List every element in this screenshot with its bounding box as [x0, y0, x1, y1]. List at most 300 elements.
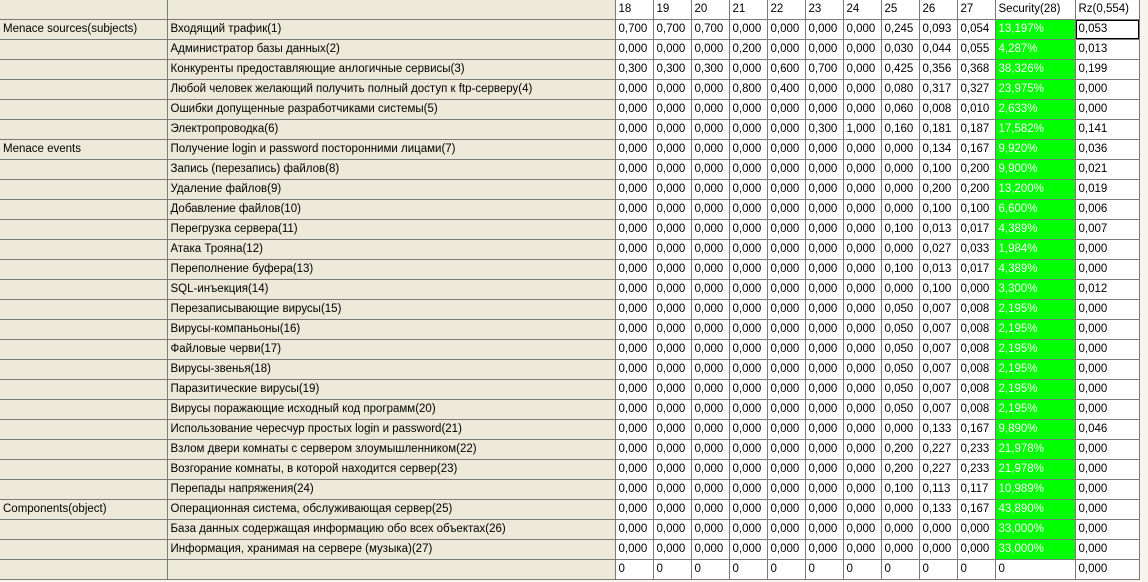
- footer-value-cell[interactable]: 0: [957, 560, 995, 580]
- value-cell[interactable]: 0,000: [729, 100, 767, 120]
- value-cell[interactable]: 0,044: [919, 40, 957, 60]
- value-cell[interactable]: 0,000: [615, 500, 653, 520]
- security-cell[interactable]: 21,978%: [995, 460, 1075, 480]
- value-cell[interactable]: 0,000: [615, 300, 653, 320]
- value-cell[interactable]: 0,000: [843, 220, 881, 240]
- value-cell[interactable]: 0,000: [615, 460, 653, 480]
- value-cell[interactable]: 0,060: [881, 100, 919, 120]
- value-cell[interactable]: 0,000: [767, 280, 805, 300]
- security-cell[interactable]: 6,600%: [995, 200, 1075, 220]
- value-cell[interactable]: 0,000: [767, 320, 805, 340]
- value-cell[interactable]: 0,013: [919, 220, 957, 240]
- rz-cell[interactable]: 0,000: [1075, 340, 1139, 360]
- rz-cell[interactable]: 0,053: [1075, 20, 1139, 40]
- value-cell[interactable]: 0,000: [767, 220, 805, 240]
- value-cell[interactable]: 0,000: [615, 80, 653, 100]
- security-cell[interactable]: 2,195%: [995, 400, 1075, 420]
- value-cell[interactable]: 0,000: [843, 180, 881, 200]
- security-cell[interactable]: 33,000%: [995, 540, 1075, 560]
- value-cell[interactable]: 0,000: [691, 500, 729, 520]
- value-cell[interactable]: 0,000: [843, 100, 881, 120]
- value-cell[interactable]: 0,000: [767, 40, 805, 60]
- value-cell[interactable]: 0,000: [805, 160, 843, 180]
- value-cell[interactable]: 0,000: [729, 540, 767, 560]
- rz-cell[interactable]: 0,007: [1075, 220, 1139, 240]
- rz-cell[interactable]: 0,000: [1075, 460, 1139, 480]
- value-cell[interactable]: 0,008: [957, 320, 995, 340]
- value-cell[interactable]: 0,050: [881, 360, 919, 380]
- value-cell[interactable]: 0,000: [615, 540, 653, 560]
- value-cell[interactable]: 0,055: [957, 40, 995, 60]
- value-cell[interactable]: 0,000: [729, 500, 767, 520]
- value-cell[interactable]: 0,000: [691, 120, 729, 140]
- value-cell[interactable]: 0,000: [615, 320, 653, 340]
- value-cell[interactable]: 0,000: [957, 520, 995, 540]
- value-cell[interactable]: 0,000: [653, 40, 691, 60]
- value-cell[interactable]: 0,700: [691, 20, 729, 40]
- value-cell[interactable]: 0,000: [881, 540, 919, 560]
- value-cell[interactable]: 0,000: [615, 140, 653, 160]
- value-cell[interactable]: 0,200: [957, 180, 995, 200]
- value-cell[interactable]: 0,000: [615, 440, 653, 460]
- footer-value-cell[interactable]: 0: [919, 560, 957, 580]
- value-cell[interactable]: 0,000: [843, 480, 881, 500]
- value-cell[interactable]: 0,000: [843, 300, 881, 320]
- value-cell[interactable]: 0,000: [805, 20, 843, 40]
- footer-value-cell[interactable]: 0: [729, 560, 767, 580]
- value-cell[interactable]: 0,000: [881, 180, 919, 200]
- value-cell[interactable]: 0,000: [767, 420, 805, 440]
- value-cell[interactable]: 0,000: [805, 240, 843, 260]
- column-header[interactable]: 25: [881, 0, 919, 20]
- value-cell[interactable]: 0,000: [729, 20, 767, 40]
- value-cell[interactable]: 0,000: [729, 520, 767, 540]
- rz-cell[interactable]: 0,000: [1075, 400, 1139, 420]
- value-cell[interactable]: 0,008: [957, 360, 995, 380]
- value-cell[interactable]: 0,007: [919, 320, 957, 340]
- rz-cell[interactable]: 0,046: [1075, 420, 1139, 440]
- value-cell[interactable]: 0,000: [805, 440, 843, 460]
- column-header[interactable]: Security(28): [995, 0, 1075, 20]
- rz-cell[interactable]: 0,000: [1075, 260, 1139, 280]
- value-cell[interactable]: 0,000: [653, 100, 691, 120]
- value-cell[interactable]: 0,000: [729, 320, 767, 340]
- value-cell[interactable]: 0,000: [767, 260, 805, 280]
- column-header[interactable]: 18: [615, 0, 653, 20]
- value-cell[interactable]: 0,000: [729, 300, 767, 320]
- value-cell[interactable]: 0,000: [805, 400, 843, 420]
- value-cell[interactable]: 0,700: [615, 20, 653, 40]
- value-cell[interactable]: 0,000: [653, 180, 691, 200]
- value-cell[interactable]: 0,000: [691, 540, 729, 560]
- column-header[interactable]: 19: [653, 0, 691, 20]
- value-cell[interactable]: 0,200: [919, 180, 957, 200]
- value-cell[interactable]: 0,000: [805, 420, 843, 440]
- footer-value-cell[interactable]: 0: [615, 560, 653, 580]
- value-cell[interactable]: 0,007: [919, 300, 957, 320]
- value-cell[interactable]: 0,000: [653, 260, 691, 280]
- value-cell[interactable]: 0,000: [691, 160, 729, 180]
- value-cell[interactable]: 0,000: [805, 40, 843, 60]
- value-cell[interactable]: 0,000: [729, 440, 767, 460]
- value-cell[interactable]: 0,000: [767, 440, 805, 460]
- value-cell[interactable]: 0,167: [957, 420, 995, 440]
- value-cell[interactable]: 0,000: [729, 120, 767, 140]
- security-cell[interactable]: 13,197%: [995, 20, 1075, 40]
- rz-cell[interactable]: 0,000: [1075, 300, 1139, 320]
- security-cell[interactable]: 9,920%: [995, 140, 1075, 160]
- value-cell[interactable]: 0,000: [653, 160, 691, 180]
- footer-value-cell[interactable]: 0: [691, 560, 729, 580]
- rz-cell[interactable]: 0,000: [1075, 500, 1139, 520]
- value-cell[interactable]: 0,000: [729, 380, 767, 400]
- value-cell[interactable]: 0,200: [729, 40, 767, 60]
- value-cell[interactable]: 0,100: [881, 220, 919, 240]
- column-header[interactable]: 20: [691, 0, 729, 20]
- value-cell[interactable]: 0,100: [881, 480, 919, 500]
- value-cell[interactable]: 0,000: [729, 140, 767, 160]
- value-cell[interactable]: 0,000: [805, 460, 843, 480]
- value-cell[interactable]: 0,000: [653, 240, 691, 260]
- value-cell[interactable]: 0,700: [805, 60, 843, 80]
- value-cell[interactable]: 0,000: [729, 60, 767, 80]
- value-cell[interactable]: 0,000: [919, 540, 957, 560]
- value-cell[interactable]: 0,000: [729, 240, 767, 260]
- value-cell[interactable]: 0,000: [767, 140, 805, 160]
- value-cell[interactable]: 0,000: [691, 340, 729, 360]
- value-cell[interactable]: 0,000: [653, 120, 691, 140]
- value-cell[interactable]: 0,000: [615, 240, 653, 260]
- value-cell[interactable]: 0,000: [843, 400, 881, 420]
- value-cell[interactable]: 0,000: [615, 40, 653, 60]
- value-cell[interactable]: 0,000: [805, 480, 843, 500]
- security-cell[interactable]: 4,389%: [995, 220, 1075, 240]
- security-cell[interactable]: 2,195%: [995, 380, 1075, 400]
- value-cell[interactable]: 0,000: [805, 80, 843, 100]
- value-cell[interactable]: 0,000: [729, 280, 767, 300]
- value-cell[interactable]: 0,000: [653, 200, 691, 220]
- value-cell[interactable]: 0,000: [653, 300, 691, 320]
- value-cell[interactable]: 0,167: [957, 500, 995, 520]
- value-cell[interactable]: 0,000: [767, 300, 805, 320]
- value-cell[interactable]: 0,000: [805, 320, 843, 340]
- value-cell[interactable]: 0,100: [919, 200, 957, 220]
- value-cell[interactable]: 0,000: [691, 100, 729, 120]
- value-cell[interactable]: 0,093: [919, 20, 957, 40]
- value-cell[interactable]: 0,100: [957, 200, 995, 220]
- value-cell[interactable]: 0,000: [843, 420, 881, 440]
- value-cell[interactable]: 0,000: [767, 360, 805, 380]
- value-cell[interactable]: 0,000: [805, 500, 843, 520]
- value-cell[interactable]: 0,000: [615, 400, 653, 420]
- value-cell[interactable]: 0,000: [691, 280, 729, 300]
- value-cell[interactable]: 0,000: [843, 460, 881, 480]
- value-cell[interactable]: 0,008: [957, 340, 995, 360]
- value-cell[interactable]: 0,000: [843, 360, 881, 380]
- value-cell[interactable]: 0,800: [729, 80, 767, 100]
- value-cell[interactable]: 0,400: [767, 80, 805, 100]
- value-cell[interactable]: 0,000: [881, 420, 919, 440]
- value-cell[interactable]: 0,000: [691, 440, 729, 460]
- value-cell[interactable]: 0,000: [805, 220, 843, 240]
- value-cell[interactable]: 0,000: [843, 20, 881, 40]
- value-cell[interactable]: 0,200: [881, 440, 919, 460]
- value-cell[interactable]: 0,113: [919, 480, 957, 500]
- security-cell[interactable]: 21,978%: [995, 440, 1075, 460]
- footer-value-cell[interactable]: 0: [805, 560, 843, 580]
- security-cell[interactable]: 2,195%: [995, 300, 1075, 320]
- value-cell[interactable]: 0,000: [653, 480, 691, 500]
- rz-cell[interactable]: 0,000: [1075, 540, 1139, 560]
- value-cell[interactable]: 0,000: [615, 420, 653, 440]
- value-cell[interactable]: 0,000: [691, 520, 729, 540]
- value-cell[interactable]: 0,050: [881, 320, 919, 340]
- value-cell[interactable]: 0,000: [653, 460, 691, 480]
- value-cell[interactable]: 0,700: [653, 20, 691, 40]
- value-cell[interactable]: 0,000: [843, 200, 881, 220]
- value-cell[interactable]: 0,000: [805, 360, 843, 380]
- value-cell[interactable]: 0,000: [767, 500, 805, 520]
- rz-cell[interactable]: 0,021: [1075, 160, 1139, 180]
- value-cell[interactable]: 0,000: [843, 280, 881, 300]
- value-cell[interactable]: 0,000: [615, 340, 653, 360]
- value-cell[interactable]: 0,000: [843, 500, 881, 520]
- rz-cell[interactable]: 0,000: [1075, 240, 1139, 260]
- value-cell[interactable]: 0,000: [767, 460, 805, 480]
- value-cell[interactable]: 0,133: [919, 500, 957, 520]
- value-cell[interactable]: 0,134: [919, 140, 957, 160]
- value-cell[interactable]: 0,227: [919, 440, 957, 460]
- column-header[interactable]: 23: [805, 0, 843, 20]
- value-cell[interactable]: 0,033: [957, 240, 995, 260]
- rz-cell[interactable]: 0,000: [1075, 360, 1139, 380]
- value-cell[interactable]: 0,000: [615, 380, 653, 400]
- security-cell[interactable]: 23,975%: [995, 80, 1075, 100]
- rz-cell[interactable]: 0,019: [1075, 180, 1139, 200]
- value-cell[interactable]: 0,000: [843, 40, 881, 60]
- value-cell[interactable]: 0,000: [919, 520, 957, 540]
- footer-value-cell[interactable]: 0: [881, 560, 919, 580]
- value-cell[interactable]: 0,000: [767, 100, 805, 120]
- rz-cell[interactable]: 0,013: [1075, 40, 1139, 60]
- security-cell[interactable]: 9,900%: [995, 160, 1075, 180]
- security-cell[interactable]: 10,989%: [995, 480, 1075, 500]
- security-cell[interactable]: 2,633%: [995, 100, 1075, 120]
- rz-cell[interactable]: 0,036: [1075, 140, 1139, 160]
- value-cell[interactable]: 0,000: [691, 380, 729, 400]
- value-cell[interactable]: 0,160: [881, 120, 919, 140]
- rz-cell[interactable]: 0,000: [1075, 480, 1139, 500]
- value-cell[interactable]: 0,000: [729, 200, 767, 220]
- value-cell[interactable]: 0,008: [957, 380, 995, 400]
- security-cell[interactable]: 17,582%: [995, 120, 1075, 140]
- value-cell[interactable]: 1,000: [843, 120, 881, 140]
- value-cell[interactable]: 0,000: [805, 300, 843, 320]
- value-cell[interactable]: 0,000: [691, 240, 729, 260]
- security-cell[interactable]: 2,195%: [995, 340, 1075, 360]
- rz-cell[interactable]: 0,199: [1075, 60, 1139, 80]
- security-cell[interactable]: 2,195%: [995, 320, 1075, 340]
- value-cell[interactable]: 0,000: [729, 460, 767, 480]
- value-cell[interactable]: 0,000: [653, 380, 691, 400]
- value-cell[interactable]: 0,000: [653, 500, 691, 520]
- value-cell[interactable]: 0,000: [729, 360, 767, 380]
- value-cell[interactable]: 0,000: [653, 80, 691, 100]
- value-cell[interactable]: 0,000: [691, 400, 729, 420]
- value-cell[interactable]: 0,000: [767, 240, 805, 260]
- value-cell[interactable]: 0,000: [691, 40, 729, 60]
- value-cell[interactable]: 0,000: [767, 20, 805, 40]
- value-cell[interactable]: 0,000: [843, 60, 881, 80]
- value-cell[interactable]: 0,008: [957, 400, 995, 420]
- value-cell[interactable]: 0,327: [957, 80, 995, 100]
- column-header[interactable]: 27: [957, 0, 995, 20]
- rz-cell[interactable]: 0,000: [1075, 440, 1139, 460]
- security-cell[interactable]: 4,389%: [995, 260, 1075, 280]
- value-cell[interactable]: 0,000: [805, 100, 843, 120]
- value-cell[interactable]: 0,000: [767, 340, 805, 360]
- value-cell[interactable]: 0,010: [957, 100, 995, 120]
- value-cell[interactable]: 0,000: [653, 440, 691, 460]
- value-cell[interactable]: 0,000: [691, 220, 729, 240]
- security-cell[interactable]: 43,890%: [995, 500, 1075, 520]
- value-cell[interactable]: 0,008: [957, 300, 995, 320]
- value-cell[interactable]: 0,000: [691, 80, 729, 100]
- rz-cell[interactable]: 0,006: [1075, 200, 1139, 220]
- value-cell[interactable]: 0,008: [919, 100, 957, 120]
- value-cell[interactable]: 0,000: [767, 400, 805, 420]
- value-cell[interactable]: 0,000: [615, 120, 653, 140]
- value-cell[interactable]: 0,000: [767, 380, 805, 400]
- value-cell[interactable]: 0,100: [881, 260, 919, 280]
- value-cell[interactable]: 0,200: [957, 160, 995, 180]
- value-cell[interactable]: 0,000: [881, 140, 919, 160]
- value-cell[interactable]: 0,000: [881, 200, 919, 220]
- value-cell[interactable]: 0,000: [881, 160, 919, 180]
- value-cell[interactable]: 0,000: [691, 460, 729, 480]
- value-cell[interactable]: 0,000: [729, 480, 767, 500]
- value-cell[interactable]: 0,117: [957, 480, 995, 500]
- value-cell[interactable]: 0,000: [767, 520, 805, 540]
- value-cell[interactable]: 0,000: [729, 340, 767, 360]
- value-cell[interactable]: 0,000: [615, 480, 653, 500]
- value-cell[interactable]: 0,000: [805, 380, 843, 400]
- value-cell[interactable]: 0,227: [919, 460, 957, 480]
- value-cell[interactable]: 0,050: [881, 400, 919, 420]
- value-cell[interactable]: 0,000: [805, 180, 843, 200]
- value-cell[interactable]: 0,300: [691, 60, 729, 80]
- value-cell[interactable]: 0,356: [919, 60, 957, 80]
- value-cell[interactable]: 0,200: [881, 460, 919, 480]
- value-cell[interactable]: 0,000: [615, 520, 653, 540]
- value-cell[interactable]: 0,013: [919, 260, 957, 280]
- security-cell[interactable]: 4,287%: [995, 40, 1075, 60]
- security-cell[interactable]: 38,326%: [995, 60, 1075, 80]
- value-cell[interactable]: 0,000: [767, 200, 805, 220]
- value-cell[interactable]: 0,000: [805, 260, 843, 280]
- value-cell[interactable]: 0,000: [615, 220, 653, 240]
- rz-cell[interactable]: 0,000: [1075, 520, 1139, 540]
- value-cell[interactable]: 0,000: [767, 540, 805, 560]
- value-cell[interactable]: 0,000: [881, 500, 919, 520]
- value-cell[interactable]: 0,000: [615, 360, 653, 380]
- value-cell[interactable]: 0,000: [653, 220, 691, 240]
- value-cell[interactable]: 0,133: [919, 420, 957, 440]
- value-cell[interactable]: 0,000: [881, 240, 919, 260]
- security-cell[interactable]: 2,195%: [995, 360, 1075, 380]
- value-cell[interactable]: 0,233: [957, 460, 995, 480]
- value-cell[interactable]: 0,181: [919, 120, 957, 140]
- value-cell[interactable]: 0,000: [881, 520, 919, 540]
- rz-cell[interactable]: 0,012: [1075, 280, 1139, 300]
- value-cell[interactable]: 0,000: [805, 520, 843, 540]
- value-cell[interactable]: 0,000: [691, 180, 729, 200]
- value-cell[interactable]: 0,368: [957, 60, 995, 80]
- value-cell[interactable]: 0,000: [691, 140, 729, 160]
- value-cell[interactable]: 0,000: [805, 140, 843, 160]
- value-cell[interactable]: 0,027: [919, 240, 957, 260]
- footer-value-cell[interactable]: 0: [767, 560, 805, 580]
- value-cell[interactable]: 0,167: [957, 140, 995, 160]
- value-cell[interactable]: 0,100: [919, 160, 957, 180]
- value-cell[interactable]: 0,000: [805, 280, 843, 300]
- security-cell[interactable]: 13,200%: [995, 180, 1075, 200]
- value-cell[interactable]: 0,000: [653, 400, 691, 420]
- security-cell[interactable]: 33,000%: [995, 520, 1075, 540]
- value-cell[interactable]: 0,300: [805, 120, 843, 140]
- value-cell[interactable]: 0,000: [843, 520, 881, 540]
- value-cell[interactable]: 0,080: [881, 80, 919, 100]
- rz-cell[interactable]: 0,000: [1075, 320, 1139, 340]
- value-cell[interactable]: 0,317: [919, 80, 957, 100]
- value-cell[interactable]: 0,000: [653, 140, 691, 160]
- value-cell[interactable]: 0,030: [881, 40, 919, 60]
- value-cell[interactable]: 0,000: [805, 200, 843, 220]
- value-cell[interactable]: 0,233: [957, 440, 995, 460]
- value-cell[interactable]: 0,000: [729, 400, 767, 420]
- value-cell[interactable]: 0,000: [843, 240, 881, 260]
- value-cell[interactable]: 0,000: [615, 180, 653, 200]
- value-cell[interactable]: 0,000: [615, 160, 653, 180]
- value-cell[interactable]: 0,000: [691, 260, 729, 280]
- value-cell[interactable]: 0,000: [843, 380, 881, 400]
- value-cell[interactable]: 0,000: [691, 320, 729, 340]
- value-cell[interactable]: 0,000: [653, 280, 691, 300]
- value-cell[interactable]: 0,000: [653, 340, 691, 360]
- value-cell[interactable]: 0,000: [615, 100, 653, 120]
- value-cell[interactable]: 0,100: [919, 280, 957, 300]
- value-cell[interactable]: 0,187: [957, 120, 995, 140]
- value-cell[interactable]: 0,000: [729, 160, 767, 180]
- value-cell[interactable]: 0,000: [767, 160, 805, 180]
- value-cell[interactable]: 0,000: [615, 200, 653, 220]
- footer-value-cell[interactable]: 0: [843, 560, 881, 580]
- footer-rz-cell[interactable]: 0,000: [1075, 560, 1139, 580]
- value-cell[interactable]: 0,017: [957, 220, 995, 240]
- value-cell[interactable]: 0,000: [653, 540, 691, 560]
- value-cell[interactable]: 0,000: [653, 320, 691, 340]
- value-cell[interactable]: 0,000: [767, 480, 805, 500]
- value-cell[interactable]: 0,050: [881, 340, 919, 360]
- value-cell[interactable]: 0,000: [691, 360, 729, 380]
- value-cell[interactable]: 0,000: [653, 520, 691, 540]
- value-cell[interactable]: 0,054: [957, 20, 995, 40]
- value-cell[interactable]: 0,245: [881, 20, 919, 40]
- value-cell[interactable]: 0,000: [957, 540, 995, 560]
- value-cell[interactable]: 0,000: [691, 200, 729, 220]
- value-cell[interactable]: 0,000: [843, 320, 881, 340]
- value-cell[interactable]: 0,000: [615, 260, 653, 280]
